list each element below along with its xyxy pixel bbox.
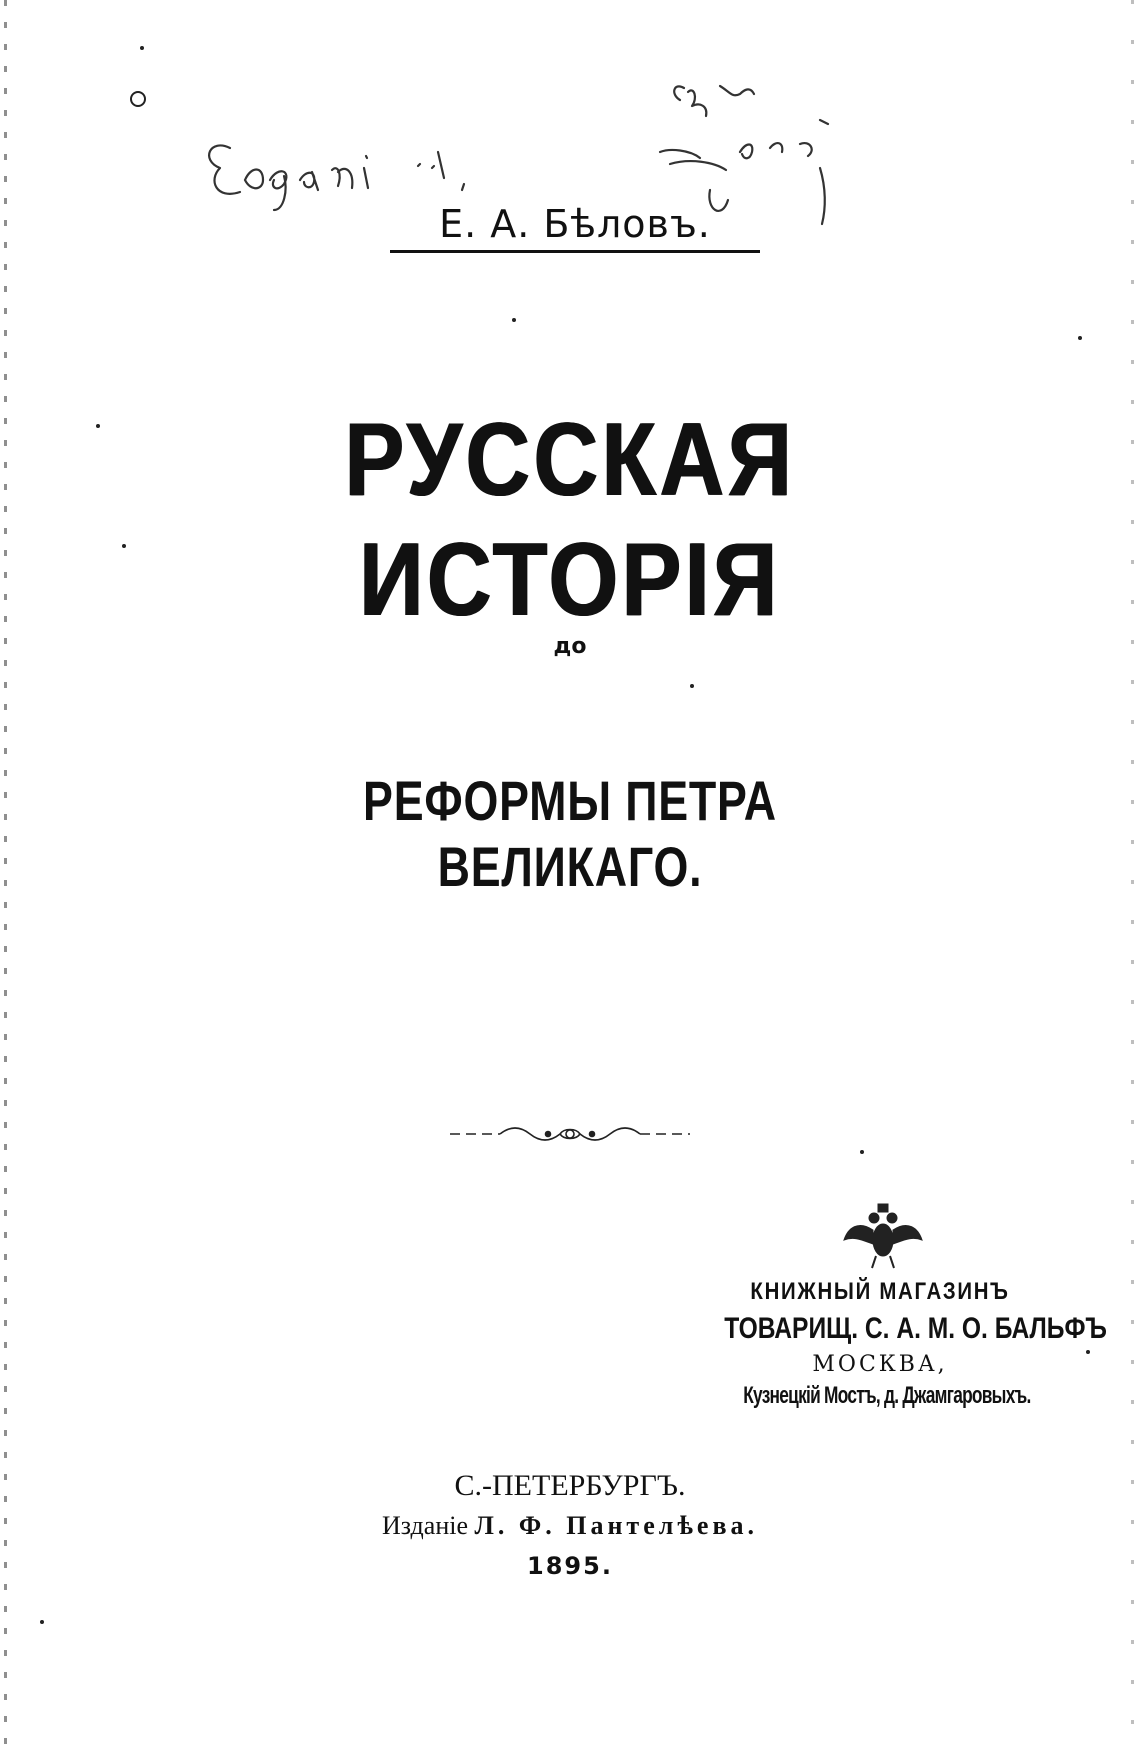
print-speck (40, 1620, 44, 1624)
print-speck (96, 424, 100, 428)
title-connector: до (553, 634, 587, 659)
stamp-line-company: ТОВАРИЩ. С. А. М. О. БАЛЬФЪ (724, 1312, 1107, 1345)
print-speck (860, 1150, 864, 1154)
stamp-line-city: МОСКВА, (812, 1352, 948, 1377)
print-speck (122, 544, 126, 548)
bookseller-stamp (690, 1200, 1107, 1435)
double-headed-eagle-icon (838, 1200, 928, 1270)
book-subtitle: РЕФОРМЫ ПЕТРА ВЕЛИКАГО. (363, 769, 777, 898)
print-speck (1078, 336, 1082, 340)
stamp-line-address: Кузнецкій Мостъ, д. Джамгаровыхъ. (743, 1382, 1031, 1409)
left-page-edge (4, 0, 7, 1748)
stamp-line-shop: КНИЖНЫЙ МАГАЗИНЪ (750, 1278, 1010, 1305)
author-underline (390, 250, 760, 253)
print-speck (1086, 1350, 1090, 1354)
imprint-publisher (300, 1506, 840, 1546)
publisher-name: Л. Ф. Пантелѣева. (474, 1511, 759, 1540)
print-speck (690, 684, 694, 688)
right-page-edge (1131, 0, 1134, 1748)
book-title: РУССКАЯ ИСТОРІЯ (344, 402, 796, 638)
print-speck (140, 46, 144, 50)
decorative-ornament (440, 1122, 700, 1146)
imprint-city: С.-ПЕТЕРБУРГЪ. (454, 1469, 686, 1502)
print-speck (512, 318, 516, 322)
imprint-block (300, 1466, 840, 1586)
publisher-prefix: Изданіе (381, 1511, 469, 1540)
imprint-year: 1895. (527, 1552, 613, 1580)
author-name: Е. А. Бѣловъ. (439, 202, 711, 246)
